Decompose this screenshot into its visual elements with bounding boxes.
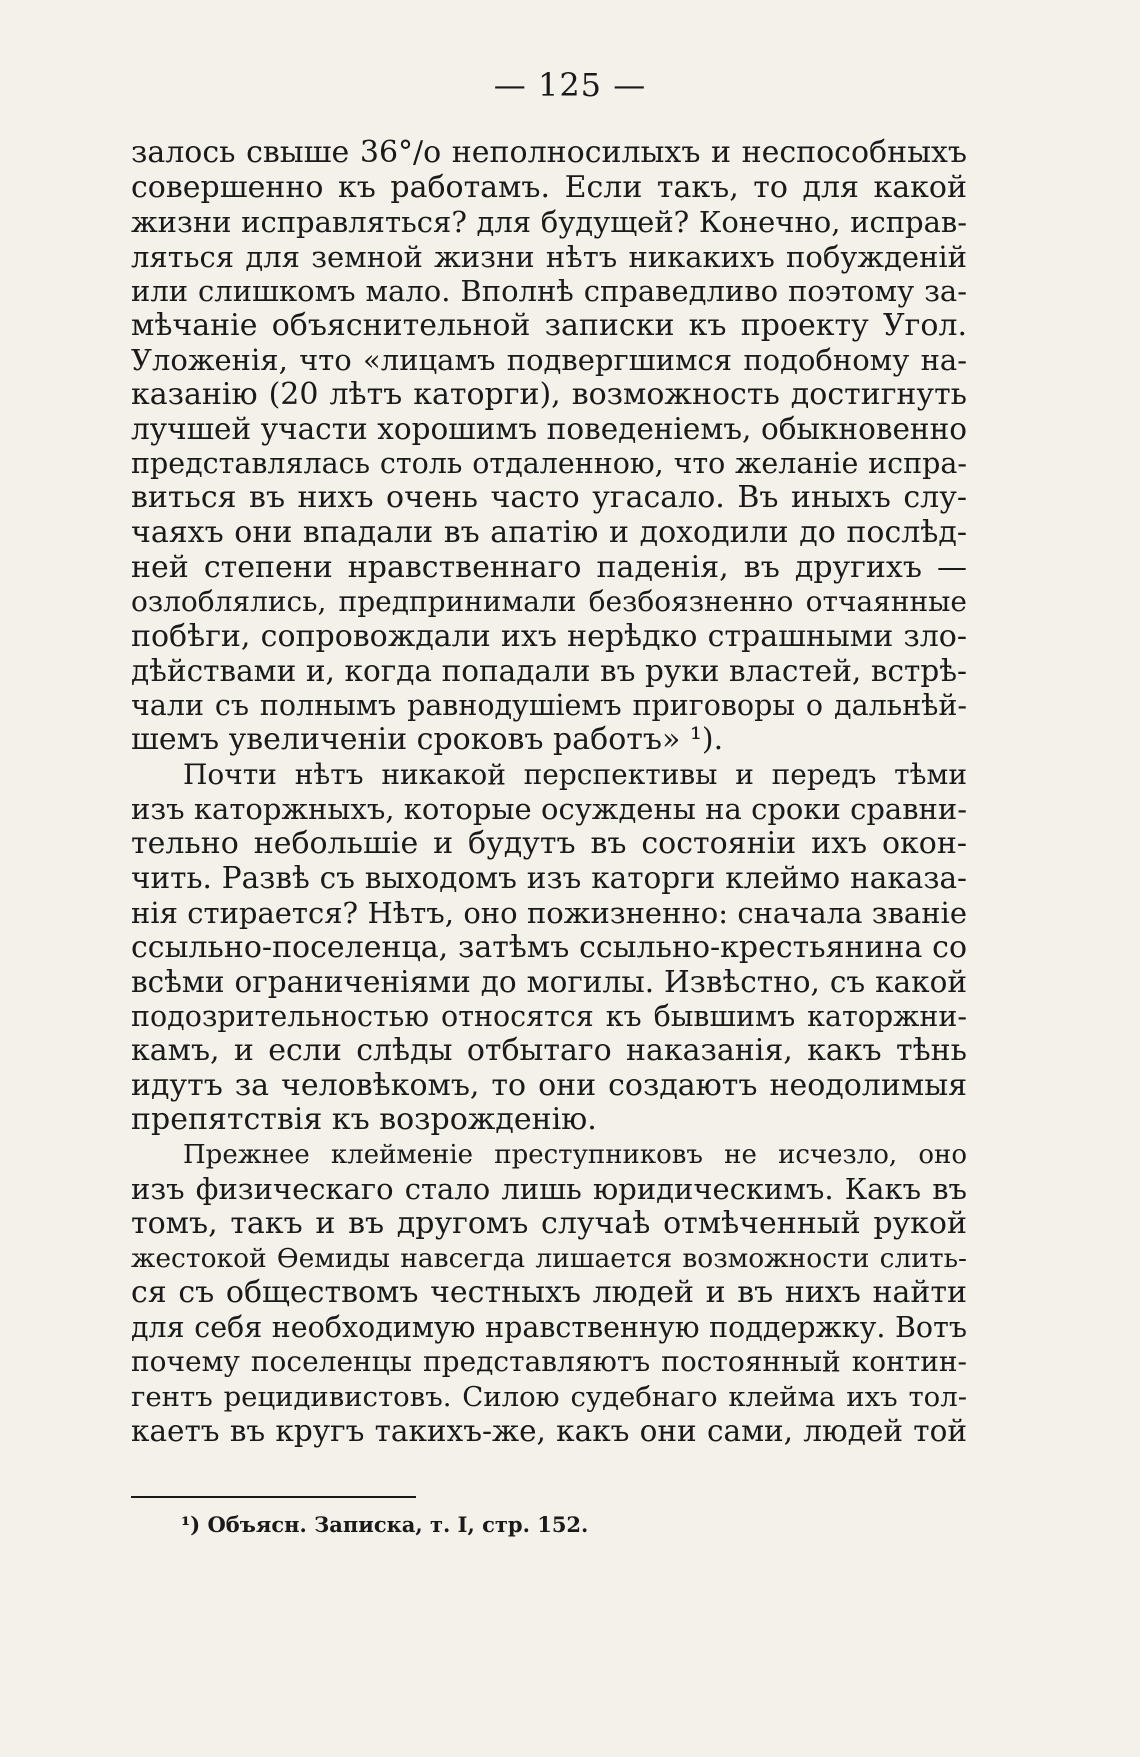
- text-line: побѣги, сопровождали ихъ нерѣдко страшными зло-: [131, 618, 967, 654]
- text-line: Прежнее клейменіе преступниковъ не исчезло, оно: [183, 1139, 967, 1170]
- text-line: нія стирается? Нѣтъ, оно пожизненно: сначала званіе: [131, 896, 967, 931]
- text-line: озлоблялись, предпринимали безбоязненно отчаянные: [131, 585, 967, 619]
- text-line: подозрительностью относятся къ бывшимъ каторжни-: [131, 999, 967, 1033]
- text-line: или слишкомъ мало. Вполнѣ справедливо поэтому за-: [131, 274, 967, 309]
- text-line: ляться для земной жизни нѣтъ никакихъ побужденій: [131, 239, 967, 274]
- text-line: представлялась столь отдаленною, что желаніе испра-: [131, 446, 967, 480]
- text-line: препятствія къ возрожденію.: [131, 1102, 597, 1138]
- text-line: чали съ полнымъ равнодушіемъ приговоры о дальнѣй-: [131, 688, 967, 722]
- text-line: тельно небольшіе и будутъ въ состояніи ихъ окон-: [131, 825, 967, 861]
- body-text: [131, 136, 967, 1449]
- text-line: ссыльно-поселенца, затѣмъ ссыльно-крестьянина со: [131, 929, 967, 965]
- text-line: почему поселенцы представляютъ постоянный контин-: [131, 1345, 967, 1379]
- text-line: виться въ нихъ очень часто угасало. Въ иныхъ слу-: [131, 480, 967, 516]
- footnote: ¹) Объясн. Записка, т. I, стр. 152.: [181, 1512, 589, 1537]
- text-line: томъ, такъ и въ другомъ случаѣ отмѣченный рукой: [131, 1205, 967, 1241]
- text-line: казанію (20 лѣтъ каторги), возможность достигнуть: [131, 376, 967, 412]
- text-line: изъ физическаго стало лишь юридическимъ. Какъ въ: [131, 1172, 967, 1207]
- text-line: Уложенія, что «лицамъ подвергшимся подобному на-: [131, 343, 967, 378]
- text-line: ней степени нравственнаго паденія, въ другихъ —: [131, 549, 967, 585]
- text-line: для себя необходимую нравственную поддержку. Вотъ: [131, 1310, 967, 1344]
- text-line: чить. Развѣ съ выходомъ изъ каторги клеймо наказа-: [131, 861, 967, 896]
- footnote-rule: [131, 1496, 416, 1498]
- text-line: Почти нѣтъ никакой перспективы и передъ тѣми: [183, 757, 967, 791]
- text-line: ся съ обществомъ честныхъ людей и въ нихъ найти: [131, 1275, 967, 1311]
- text-line: жизни исправляться? для будущей? Конечно, исправ-: [131, 205, 967, 240]
- text-line: жестокой Ѳемиды навсегда лишается возможности слить-: [131, 1242, 967, 1274]
- text-line: идутъ за человѣкомъ, то они создаютъ неодолимыя: [131, 1067, 967, 1103]
- text-line: шемъ увеличеніи сроковъ работъ» ¹).: [131, 722, 724, 758]
- text-line: залось свыше 36°/о неполносилыхъ и неспособныхъ: [131, 135, 967, 170]
- text-line: совершенно къ работамъ. Если такъ, то для какой: [131, 169, 967, 205]
- text-line: дѣйствами и, когда попадали въ руки властей, встрѣ-: [131, 654, 967, 689]
- text-line: камъ, и если слѣды отбытаго наказанія, какъ тѣнь: [131, 1033, 967, 1069]
- text-line: мѣчаніе объяснительной записки къ проекту Угол.: [131, 307, 967, 343]
- text-line: изъ каторжныхъ, которые осуждены на сроки сравни-: [131, 792, 967, 827]
- text-line: каетъ въ кругъ такихъ-же, какъ они сами, людей той: [131, 1414, 967, 1449]
- text-line: гентъ рецидивистовъ. Силою судебнаго клейма ихъ тол-: [131, 1380, 967, 1413]
- text-line: чаяхъ они впадали въ апатію и доходили до послѣд-: [131, 515, 967, 551]
- page-number: — 125 —: [493, 66, 647, 104]
- text-line: лучшей участи хорошимъ поведеніемъ, обыкновенно: [131, 412, 967, 447]
- text-line: всѣми ограниченіями до могилы. Извѣстно, съ какой: [131, 965, 967, 1000]
